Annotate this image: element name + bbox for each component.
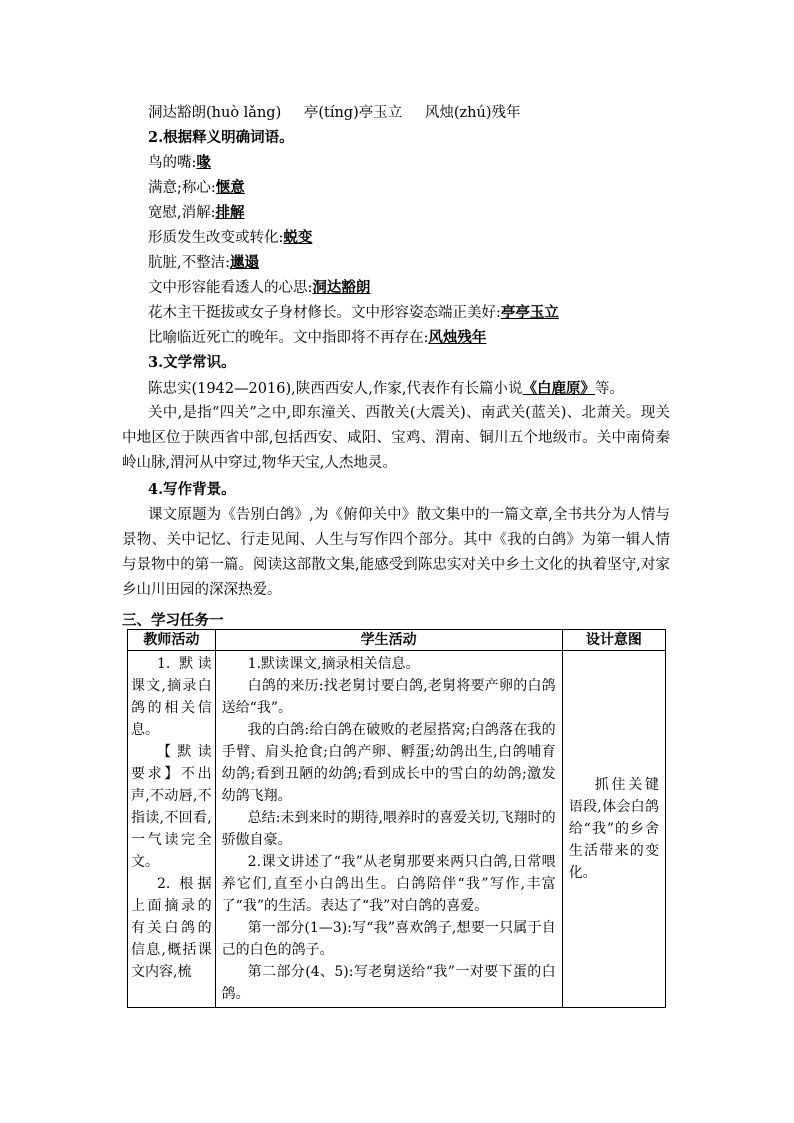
vocab-item: 满意;称心:惬意 bbox=[148, 179, 245, 196]
vocab-answer: 洞达豁朗 bbox=[312, 279, 371, 296]
pinyin-item: 洞达豁朗(huò lǎng) bbox=[148, 105, 282, 121]
vocab-item: 形质发生改变或转化:蜕变 bbox=[148, 229, 313, 246]
vocab-answer: 排解 bbox=[215, 204, 245, 221]
task-table bbox=[127, 629, 666, 1008]
student-activity-cell bbox=[215, 651, 562, 1008]
vocab-answer: 邋遢 bbox=[230, 254, 259, 271]
header-teacher: 教师活动 bbox=[128, 630, 216, 651]
section-heading-vocab: 2.根据释义明确词语。 bbox=[148, 129, 294, 146]
section-heading-background: 4.写作背景。 bbox=[148, 481, 236, 498]
student-step: 第一部分(1—3):写“我”喜欢鸽子,想要一只属于自己的白色的鸽子。 bbox=[221, 920, 556, 958]
vocab-answer: 亭亭玉立 bbox=[500, 304, 559, 321]
vocab-item: 花木主干挺拔或女子身材修长。文中形容姿态端正美好:亭亭玉立 bbox=[148, 304, 559, 321]
design-intent-cell bbox=[562, 651, 665, 1008]
student-step: 总结:未到来时的期待,喂养时的喜爱关切,飞翔时的骄傲自豪。 bbox=[221, 810, 556, 848]
student-step: 2.课文讲述了“我”从老舅那要来两只白鸽,日常喂养它们,直至小白鸽出生。白鸽陪伴“我”写作,丰富了“我”的生活。表达了“我”对白鸽的喜爱。 bbox=[221, 854, 556, 914]
teacher-step: 1. 默读课文,摘录白鸽的相关信息。 bbox=[131, 656, 212, 738]
student-step: 白鸽的来历:找老舅讨要白鸽,老舅将要产卵的白鸽送给“我”。 bbox=[221, 678, 556, 716]
book-title: 《白鹿原》 bbox=[522, 380, 595, 397]
literature-paragraph-2: 关中,是指“四关”之中,即东潼关、西散关(大震关)、南武关(蓝关)、北萧关。现关中地区位于陕西省中部,包括西安、咸阳、宝鸡、渭南、铜川五个地级市。关中南倚秦岭山脉,渭河从中穿过,物华天宝,人杰地灵。 bbox=[122, 405, 670, 471]
teacher-activity-cell bbox=[128, 651, 216, 1008]
table-header-row bbox=[128, 630, 666, 651]
pinyin-item: 风烛(zhú)残年 bbox=[424, 105, 521, 121]
table-row bbox=[128, 651, 666, 1008]
vocab-item: 肮脏,不整洁:邋遢 bbox=[148, 254, 259, 271]
pinyin-item: 亭(tíng)亭玉立 bbox=[303, 105, 403, 121]
vocab-item: 比喻临近死亡的晚年。文中指即将不再存在:风烛残年 bbox=[148, 329, 487, 346]
section-heading-literature: 3.文学常识。 bbox=[148, 354, 236, 371]
vocab-item: 宽慰,消解:排解 bbox=[148, 204, 245, 221]
vocab-answer: 蜕变 bbox=[283, 229, 313, 246]
header-design: 设计意图 bbox=[562, 630, 665, 651]
teacher-step: 【默读要求】不出声,不动唇,不指读,不回看,一气读完全文。 bbox=[131, 744, 212, 870]
student-step: 1.默读课文,摘录相关信息。 bbox=[247, 656, 420, 672]
design-intent: 抓住关键语段,体会白鸽给“我”的乡舍生活带来的变化。 bbox=[568, 777, 659, 881]
vocab-answer: 风烛残年 bbox=[428, 329, 487, 346]
student-step: 第二部分(4、5):写老舅送给“我”一对要下蛋的白鸽。 bbox=[221, 964, 556, 1002]
vocab-item: 文中形容能看透人的心思:洞达豁朗 bbox=[148, 279, 371, 296]
vocab-answer: 惬意 bbox=[215, 179, 245, 196]
literature-paragraph-1: 陈忠实(1942—2016),陕西西安人,作家,代表作有长篇小说《白鹿原》等。 bbox=[148, 380, 624, 397]
teacher-step: 2. 根据上面摘录的有关白鸽的信息,概括课文内容,梳 bbox=[131, 876, 212, 980]
task-title: 三、学习任务一 bbox=[122, 612, 224, 629]
vocab-item: 鸟的嘴:喙 bbox=[148, 154, 211, 171]
header-student: 学生活动 bbox=[215, 630, 562, 651]
background-paragraph: 课文原题为《告别白鸽》,为《俯仰关中》散文集中的一篇文章,全书共分为人情与景物、关中记忆、行走见闻、人生与写作四个部分。其中《我的白鸽》为第一辑人情与景物中的第一篇。阅读这部散文集,能感受到陈忠实对关中乡土文化的执着坚守,对家乡山川田园的深深热爱。 bbox=[122, 507, 670, 598]
pinyin-line bbox=[148, 104, 539, 122]
student-step: 我的白鸽:给白鸽在破败的老屋搭窝;白鸽落在我的手臂、肩头抢食;白鸽产卵、孵蛋;幼鸽出生,白鸽哺育幼鸽;看到丑陋的幼鸽;看到成长中的雪白的幼鸽;激发幼鸽飞翔。 bbox=[221, 722, 556, 804]
vocab-answer: 喙 bbox=[196, 154, 211, 171]
